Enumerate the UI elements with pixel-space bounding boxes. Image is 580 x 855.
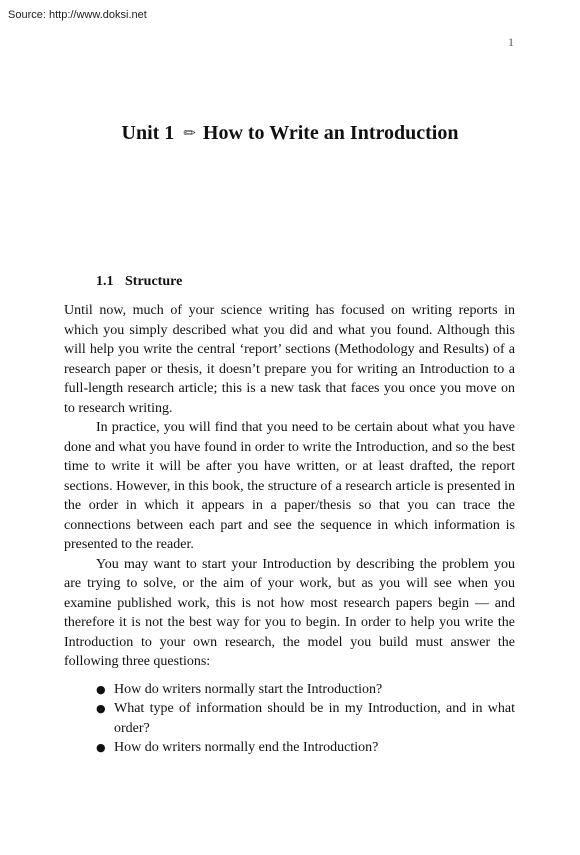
list-item-text: What type of information should be in my Introduction, and in what order? [114,701,515,736]
section-title: Structure [125,274,183,289]
paragraph: Until now, much of your science writing has focused on writing reports in which you simply described what you did and what you found. Although this will help you write the central ‘report’ sections (Methodology and Results) of a research paper or thesis, it doesn’t prepare you for writing an Introduction to a full-length research article; this is a new task that faces you once you move on to research writing. [64,303,515,416]
list-item-text: How do writers normally end the Introduction? [114,740,379,755]
section-heading [96,274,182,290]
list-item [96,680,515,700]
bullet-icon: ● [96,741,106,754]
section-number: 1.1 [96,274,114,289]
paragraph: In practice, you will find that you need to be certain about what you have done and what you have found in order to write the Introduction, and so the best time to write it will be after you have written, or at least drafted, the report sections. However, in this book, the structure of a research article is presented in the order in which it appears in a paper/thesis so that you can trace the connections between each part and see the sequence in which information is presented to the reader. [64,420,515,552]
pencil-icon: ✏ [183,124,196,142]
bullet-icon: ● [96,702,106,715]
paragraph: You may want to start your Introduction by describing the problem you are trying to solve, or the aim of your work, but as you will see when you examine published work, this is not how most research papers begin — and therefore it is not the best way for you to begin. In order to help you write the Introduction to your own research, the model you build must answer the following three questions: [64,556,515,669]
list-item [96,699,515,738]
body-text [64,301,515,758]
list-item [96,738,515,758]
unit-label: Unit 1 [121,122,175,144]
question-list [64,680,515,758]
page-number: 1 [508,35,514,49]
bullet-icon: ● [96,682,106,696]
page-title [0,122,580,145]
title-text: How to Write an Introduction [202,122,459,144]
list-item-text: How do writers normally start the Introduction? [114,681,383,697]
source-attribution: Source: http://www.doksi.net [8,9,147,21]
